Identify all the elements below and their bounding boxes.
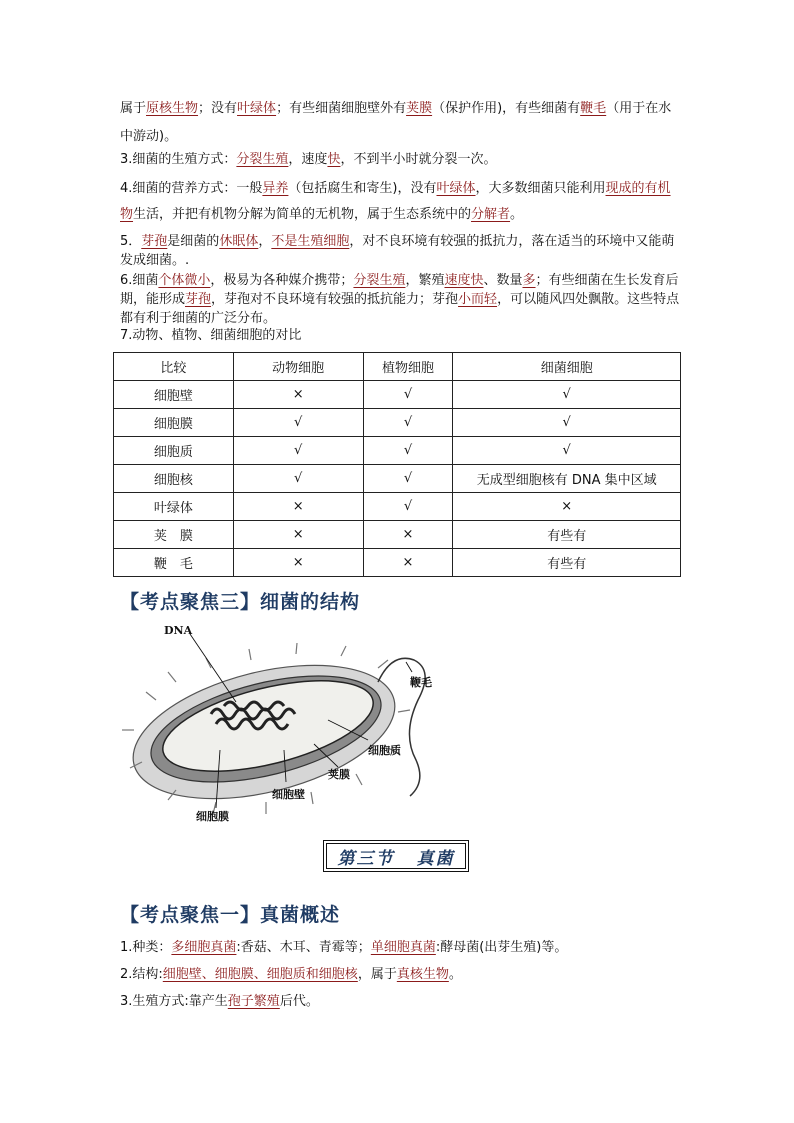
table-header-row — [114, 353, 681, 381]
table-cell: 细胞壁 — [114, 381, 234, 409]
table-row — [114, 437, 681, 465]
table-row — [114, 465, 681, 493]
term-multicellular-fungi: 多细胞真菌 — [171, 940, 237, 955]
heading-fungi-overview: 【考点聚焦一】真菌概述 — [120, 904, 341, 926]
comparison-table — [113, 352, 681, 577]
table-cell: √ — [363, 465, 453, 493]
table-cell: 鞭 毛 — [114, 549, 234, 577]
term-fission-2: 分裂生殖 — [353, 273, 406, 288]
term-dormant: 休眠体 — [219, 234, 259, 249]
table-cell: 细胞核 — [114, 465, 234, 493]
paragraph-spore: 5．芽孢是细菌的休眠体，不是生殖细胞，对不良环境有较强的抵抗力，落在适当的环境中又能萌发成细菌。. — [120, 234, 675, 268]
table-cell: √ — [363, 493, 453, 521]
table-cell: 有些有 — [453, 521, 681, 549]
term-flagellum: 鞭毛 — [580, 101, 607, 116]
term-chloroplast: 叶绿体 — [237, 101, 277, 116]
table-cell: × — [363, 549, 453, 577]
paragraph-fungi-types: 1.种类：多细胞真菌:香菇、木耳、青霉等；单细胞真菌:酵母菌(出芽生殖)等。 — [120, 940, 568, 955]
table-cell: 无成型细胞核有 DNA 集中区域 — [453, 465, 681, 493]
table-cell: × — [233, 549, 363, 577]
table-cell: × — [453, 493, 681, 521]
term-small-light: 小而轻 — [458, 292, 498, 307]
table-cell: √ — [233, 437, 363, 465]
term-speed-fast: 速度快 — [444, 273, 484, 288]
term-heterotroph: 异养 — [262, 181, 289, 196]
paragraph-fungi-reproduction: 3.生殖方式:靠产生孢子繁殖后代。 — [120, 994, 319, 1009]
term-unicellular-fungi: 单细胞真菌 — [370, 940, 436, 955]
term-spore-reproduction: 孢子繁殖 — [227, 994, 280, 1009]
table-row — [114, 493, 681, 521]
paragraph-distribution: 6.细菌个体微小，极易为各种媒介携带；分裂生殖，繁殖速度快、数量多；有些细菌在生长发育后期，能形成芽孢，芽孢对不良环境有较强的抵抗能力；芽孢小而轻，可以随风四处飘散。这些特点都有利于细菌的广泛分布。 — [120, 273, 680, 326]
table-cell: √ — [233, 409, 363, 437]
term-spore: 芽孢 — [141, 234, 168, 249]
table-row — [114, 381, 681, 409]
table-cell: 叶绿体 — [114, 493, 234, 521]
table-cell: √ — [363, 437, 453, 465]
cell-wall-label: 细胞壁 — [272, 788, 305, 801]
term-decomposer: 分解者 — [471, 207, 511, 222]
section-number: 第三节 — [337, 848, 395, 869]
section-title-box — [323, 840, 469, 872]
paragraph-fungi-structure: 2.结构:细胞壁、细胞膜、细胞质和细胞核，属于真核生物。 — [120, 967, 462, 982]
capsule-label: 荚膜 — [328, 768, 350, 781]
heading-bacteria-structure: 【考点聚焦三】细菌的结构 — [120, 591, 361, 613]
table-header: 植物细胞 — [363, 353, 453, 381]
term-tiny: 个体微小 — [158, 273, 211, 288]
table-header: 比较 — [114, 353, 234, 381]
term-fission: 分裂生殖 — [236, 152, 289, 167]
table-cell: √ — [233, 465, 363, 493]
table-row — [114, 409, 681, 437]
paragraph-reproduction: 3.细菌的生殖方式：分裂生殖，速度快，不到半小时就分裂一次。 — [120, 152, 497, 167]
term-spore-2: 芽孢 — [185, 292, 212, 307]
table-cell: 细胞膜 — [114, 409, 234, 437]
cytoplasm-label: 细胞质 — [368, 744, 401, 757]
term-prokaryote: 原核生物 — [146, 101, 199, 116]
bacteria-diagram — [116, 622, 460, 832]
paragraph-nutrition: 4.细菌的营养方式：一般异养（包括腐生和寄生)，没有叶绿体，大多数细菌只能利用现成的有机物生活，并把有机物分解为简单的无机物，属于生态系统中的分解者。 — [120, 181, 671, 222]
table-cell: √ — [453, 381, 681, 409]
term-chloroplast-2: 叶绿体 — [436, 181, 476, 196]
dna-label: DNA — [164, 624, 193, 637]
term-eukaryote: 真核生物 — [396, 967, 449, 982]
table-cell: × — [233, 381, 363, 409]
table-row — [114, 549, 681, 577]
table-cell: √ — [453, 409, 681, 437]
table-header: 细菌细胞 — [453, 353, 681, 381]
term-organic-matter: 现成的有机物 — [120, 181, 671, 222]
table-cell: √ — [363, 409, 453, 437]
term-fast: 快 — [327, 152, 341, 167]
cell-membrane-label: 细胞膜 — [196, 810, 229, 823]
table-cell: × — [233, 493, 363, 521]
table-cell: √ — [453, 437, 681, 465]
table-cell: × — [363, 521, 453, 549]
table-cell: × — [233, 521, 363, 549]
term-many: 多 — [522, 273, 536, 288]
table-cell: 有些有 — [453, 549, 681, 577]
paragraph-comparison-title: 7.动物、植物、细菌细胞的对比 — [120, 328, 302, 343]
table-cell: 细胞质 — [114, 437, 234, 465]
table-header: 动物细胞 — [233, 353, 363, 381]
section-name: 真菌 — [416, 848, 455, 869]
flagellum-label: 鞭毛 — [410, 676, 432, 689]
table-cell: √ — [363, 381, 453, 409]
table-cell: 荚 膜 — [114, 521, 234, 549]
term-cell-components: 细胞壁、细胞膜、细胞质和细胞核 — [162, 967, 358, 982]
term-capsule: 荚膜 — [406, 101, 433, 116]
paragraph-bacteria-structure: 属于原核生物；没有叶绿体；有些细菌细胞壁外有荚膜（保护作用)，有些细菌有鞭毛（用于在水中游动)。 — [120, 101, 672, 144]
table-row — [114, 521, 681, 549]
term-not-reproductive: 不是生殖细胞 — [271, 234, 350, 249]
